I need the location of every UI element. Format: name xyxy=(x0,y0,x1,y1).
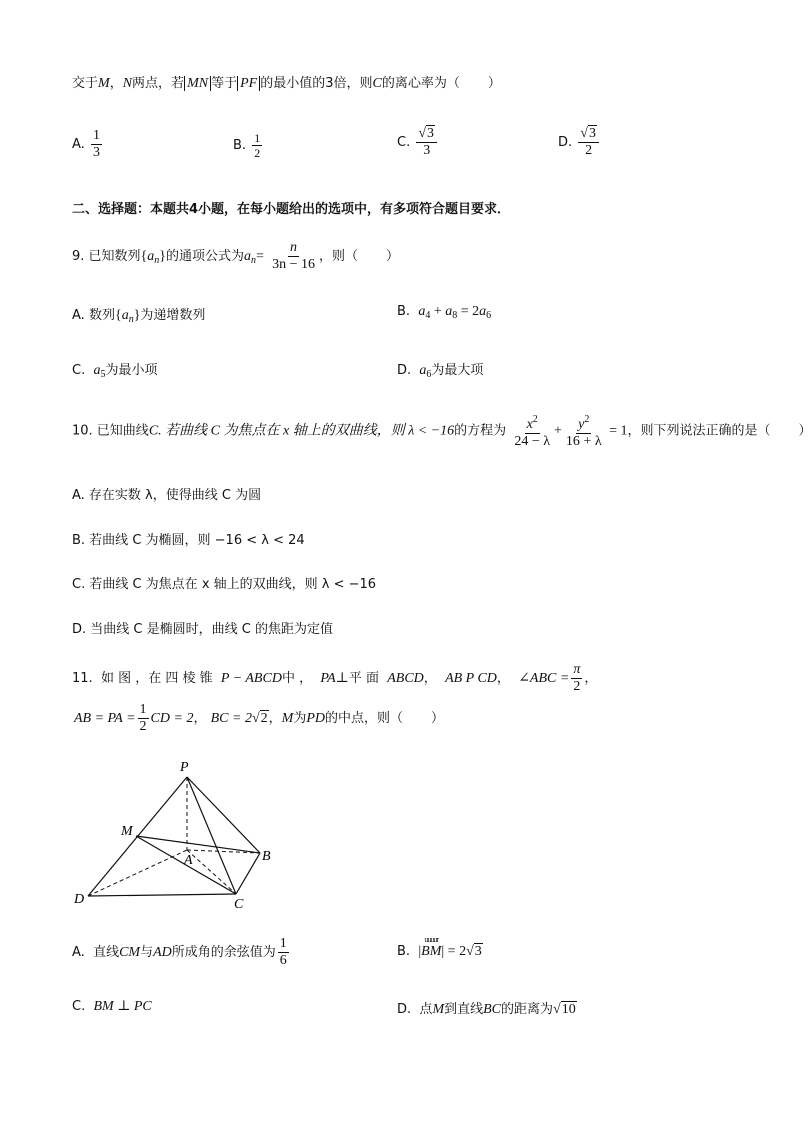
edge-da xyxy=(88,850,187,896)
edge-cb xyxy=(236,853,260,894)
q11-stem-line1: 11. 如 图 ，在 四 棱 锥 P − ABCD中 ， PA⊥平 面 ABCD， AB P CD， ∠ABC = $\frac{\pi}{2}$ ， xyxy=(72,662,598,694)
q8-option-d: D. $\frac{√3}{2}$ xyxy=(558,126,601,159)
segment-mb xyxy=(136,836,260,853)
pyramid-figure xyxy=(60,755,300,915)
q11-option-c: C. BM ⊥ PC xyxy=(72,999,152,1014)
question8-stem-tail: 交于M，N两点，若 MN 等于 PF 的最小值的3倍，则C的离心率为（ ） xyxy=(72,76,501,91)
pf-abs: PF xyxy=(237,76,260,91)
q8-option-a: A. $\frac{1}{3}$ xyxy=(72,128,100,160)
label-m: M xyxy=(121,824,133,839)
q8-option-b: B. $\frac{1}{2}$ xyxy=(233,131,261,160)
edge-ac xyxy=(187,850,236,894)
edge-dc xyxy=(88,894,236,896)
q11-option-b: B. | uuuur BM | = 2√3 xyxy=(397,935,482,959)
q9-stem: 9. 已知数列$\{a_n\}$的通项公式为$a_n=$ $\frac{n}{3n - 16}$ ，则（ ） xyxy=(72,240,400,272)
label-d: D xyxy=(74,892,85,907)
q8-option-c: C. $\frac{√3}{3}$ xyxy=(397,126,439,159)
q11-option-a: A. 直线CM与AD所成角的余弦值为 $\frac{1}{6}$ xyxy=(72,936,287,968)
label-c: C xyxy=(234,897,244,912)
label-p: P xyxy=(180,760,189,775)
q9-option-b: B. $a_4 + a_8 = 2a_6$ xyxy=(397,304,492,321)
edge-pb xyxy=(187,777,260,853)
label-a: A xyxy=(184,853,193,868)
q10-stem: 10. 已知曲线C. 若曲线 C 为焦点在 x 轴上的双曲线，则 λ < −16的方程为 $\frac{x^2}{24 - \lambda}$ + $\frac{y^2}{16 + \lambda}$ = 1，则下列说法正确的是（ ） xyxy=(72,414,812,449)
section-heading: 二、选择题：本题共4小题，在每小题给出的选项中，有多项符合题目要求． xyxy=(72,202,511,217)
vector-marks: uuuur xyxy=(424,935,439,944)
q9-option-d: D. $a_6$为最大项 xyxy=(397,363,484,380)
q11-option-d: D. 点M到直线BC的距离为√10 xyxy=(397,1002,576,1017)
label-b: B xyxy=(262,849,271,864)
edge-pc xyxy=(187,777,236,894)
q9-option-c: C. $a_5$为最小项 xyxy=(72,363,158,380)
q9-option-a: A. 数列$\{a_n\}$为递增数列 xyxy=(72,308,206,325)
q10-option-b: B. 若曲线 C 为椭圆，则 −16 < λ < 24 xyxy=(72,533,305,548)
mn-abs: MN xyxy=(184,76,211,91)
q10-option-c: C. 若曲线 C 为焦点在 x 轴上的双曲线，则 λ < −16 xyxy=(72,577,377,592)
q10-option-a: A. 存在实数 λ，使得曲线 C 为圆 xyxy=(72,488,262,503)
q10-option-d: D. 当曲线 C 是椭圆时，曲线 C 的焦距为定值 xyxy=(72,622,333,637)
q11-stem-line2: AB = PA = $\frac{1}{2}$ CD = 2， BC = 2√2，M为PD的中点，则（ ） xyxy=(74,702,445,734)
